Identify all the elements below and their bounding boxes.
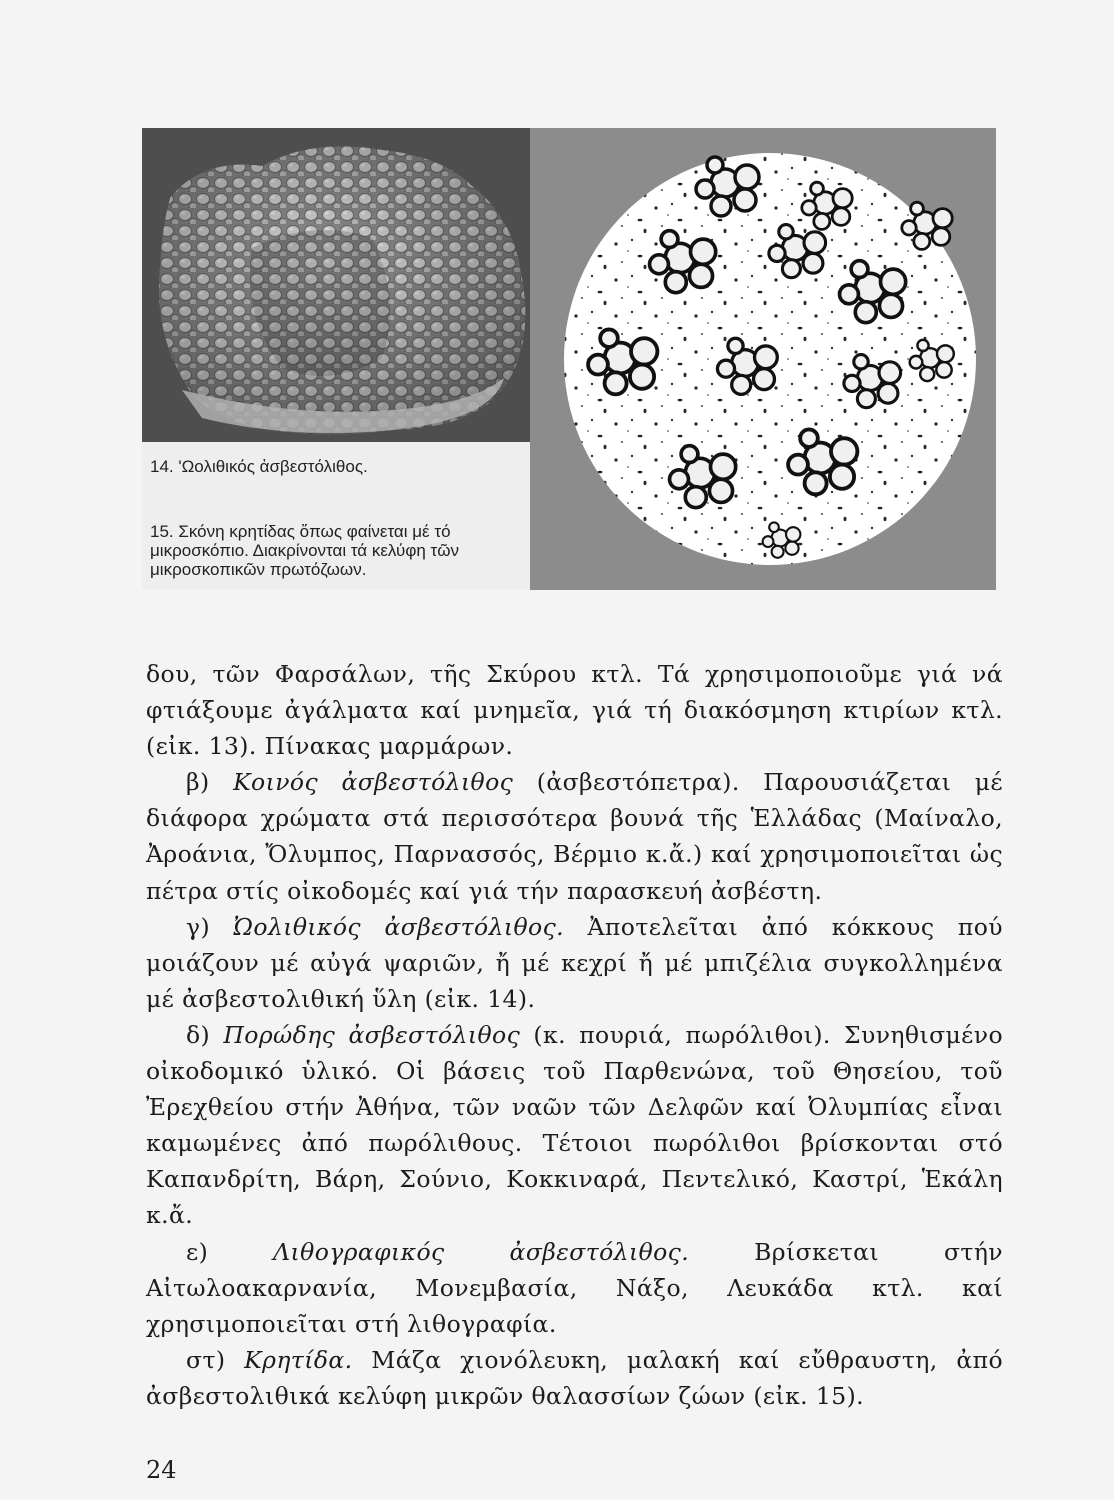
paragraph-lithographic-limestone <box>146 1234 1003 1342</box>
item-text: Ἀποτελεῖται ἀπό κόκκους πού μοιάζουν μέ αὐγά ψαριῶν, ἤ μέ κεχρί ἤ μέ μπιζέλια συγκολλημένα μέ ἀσβεστολιθική ὕλη (εἰκ. 14). <box>146 912 1003 1013</box>
oolitic-limestone-image <box>142 128 531 442</box>
term-chalk: Κρητίδα. <box>244 1345 353 1374</box>
item-label: δ) <box>186 1020 224 1049</box>
paragraph-oolitic-limestone <box>146 909 1003 1017</box>
paragraph-porous-limestone <box>146 1017 1003 1234</box>
item-text: (ἀσβεστόπετρα). Παρουσιάζεται μέ διάφορα χρώματα στά περισσότερα βουνά τῆς Ἑλλάδας (Μαίναλο, Ἀροάνια, Ὄλυμπος, Παρνασσός, Βέρμιο κ.ἄ.) καί χρησιμοποιεῖται ὡς πέτρα στίς οἰκοδομές καί γιά τήν παρασκευή ἀσβέστη. <box>146 768 1003 905</box>
item-text: Βρίσκεται στήν Αἰτωλοακαρνανία, Μονεμβασία, Νάξο, Λευκάδα κτλ. καί χρησιμοποιεῖται στή λιθογραφία. <box>146 1237 1003 1338</box>
paragraph-continued: δου, τῶν Φαρσάλων, τῆς Σκύρου κτλ. Τά χρησιμοποιοῦμε γιά νά φτιάξουμε ἀγάλματα καί μνημεῖα, γιά τή διακόσμηση κτιρίων κτλ. (εἰκ. 13). Πίνακας μαρμάρων. <box>146 660 1003 761</box>
chalk-microscope-photo <box>530 128 996 590</box>
item-label: ε) <box>186 1237 274 1266</box>
item-label: στ) <box>186 1345 245 1374</box>
term-common-limestone: Κοινός ἀσβεστόλιθος <box>233 768 514 797</box>
item-text: Μάζα χιονόλευκη, μαλακή καί εὔθραυστη, ἀπό ἀσβεστολιθικά κελύφη μικρῶν θαλασσίων ζώων (εἰκ. 15). <box>146 1345 1004 1410</box>
term-lithographic-limestone: Λιθογραφικός ἀσβεστόλιθος. <box>273 1237 690 1266</box>
body-text <box>146 656 1003 1414</box>
chalk-microscope-image <box>530 128 996 590</box>
paragraph-common-limestone <box>146 764 1003 908</box>
item-text: (κ. πουριά, πωρόλιθοι). Συνηθισμένο οἰκοδομικό ὑλικό. Οἱ βάσεις τοῦ Παρθενώνα, τοῦ Θησείου, τοῦ Ἐρεχθείου στήν Ἀθήνα, τῶν ναῶν τῶν Δελφῶν καί Ὀλυμπίας εἶναι καμωμένες ἀπό πωρόλιθους. Τέτοιοι πωρόλιθοι βρίσκονται στό Καπανδρίτη, Βάρη, Σούνιο, Κοκκιναρά, Πεντελικό, Καστρί, Ἑκάλη κ.ἄ. <box>146 1020 1003 1230</box>
term-porous-limestone: Πορώδης ἀσβεστόλιθος <box>223 1020 521 1049</box>
item-label: γ) <box>186 912 234 941</box>
term-oolitic-limestone: Ὠολιθικός ἀσβεστόλιθος. <box>233 912 565 941</box>
paragraph-chalk <box>146 1342 1003 1414</box>
item-label: β) <box>186 768 234 797</box>
page-number: 24 <box>146 1456 177 1484</box>
figure-14-caption: 14. 'Ωολιθικός ἀσβεστόλιθος. <box>150 457 368 476</box>
oolitic-limestone-photo <box>142 128 531 442</box>
figure-15-caption: 15. Σκόνη κρητίδας ὅπως φαίνεται μέ τό μικροσκόπιο. Διακρίνονται τά κελύφη τῶν μικροσκοπικῶν πρωτόζωων. <box>150 522 460 579</box>
